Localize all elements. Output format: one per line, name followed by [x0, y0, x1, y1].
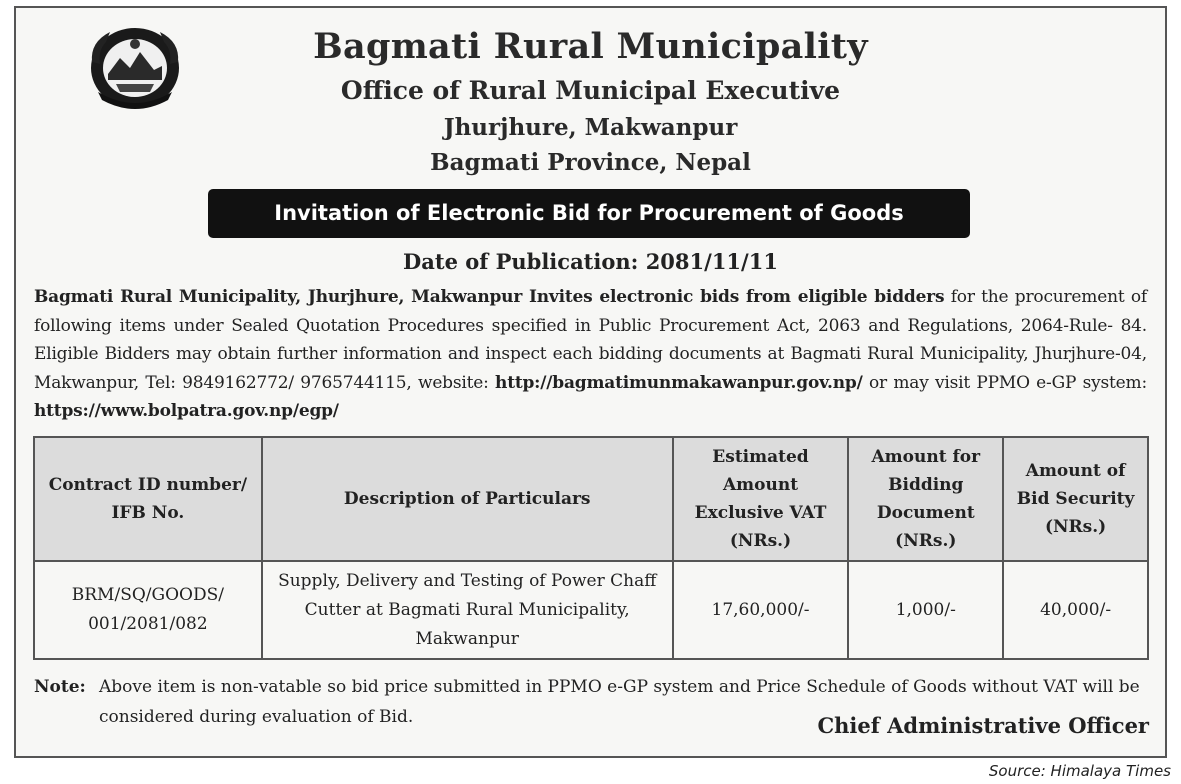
cell-estimated-amount: 17,60,000/-: [673, 561, 849, 659]
table-row: [34, 561, 1148, 659]
cell-description: Supply, Delivery and Testing of Power Chaff Cutter at Bagmati Rural Municipality, Makwanpur: [262, 561, 673, 659]
cell-contract-id: BRM/SQ/GOODS/ 001/2081/082: [34, 561, 262, 659]
header-contract-id: Contract ID number/ IFB No.: [34, 437, 262, 561]
office-title: Office of Rural Municipal Executive: [340, 76, 841, 105]
publication-date: Date of Publication: 2081/11/11: [403, 249, 778, 274]
header-estimated-amount: Estimated Amount Exclusive VAT (NRs.): [673, 437, 849, 561]
header-bidding-document-amount: Amount for Bidding Document (NRs.): [848, 437, 1003, 561]
office-province: Bagmati Province, Nepal: [430, 149, 751, 176]
egp-link[interactable]: https://www.bolpatra.gov.np/egp/: [34, 401, 339, 421]
table-header-row: [34, 437, 1148, 561]
invitation-intro: Bagmati Rural Municipality, Jhurjhure, Makwanpur Invites electronic bids from eligible bidders: [34, 287, 945, 307]
note-text: Above item is non-vatable so bid price submitted in PPMO e-GP system and Price Schedule of Goods without VAT will be considered during evaluation of Bid.: [99, 677, 1140, 727]
invitation-text-2: or may visit PPMO e-GP system:: [862, 372, 1147, 393]
note-label: Note:: [34, 677, 86, 697]
header-description: Description of Particulars: [262, 437, 673, 561]
source-credit: Source: Himalaya Times: [988, 762, 1171, 780]
website-link[interactable]: http://bagmatimunmakawanpur.gov.np/: [495, 372, 863, 393]
office-location: Jhurjhure, Makwanpur: [443, 114, 738, 141]
cell-document-amount: 1,000/-: [848, 561, 1003, 659]
invitation-paragraph: [34, 283, 1147, 426]
header-bid-security: Amount of Bid Security (NRs.): [1003, 437, 1148, 561]
notice-banner: Invitation of Electronic Bid for Procurement of Goods: [208, 189, 970, 238]
municipality-title: Bagmati Rural Municipality: [313, 26, 868, 67]
cell-bid-security: 40,000/-: [1003, 561, 1148, 659]
invitation-text-1: for the procurement of following items under Sealed Quotation Procedures specified in Public Procurement Act, 2063 and Regulations, 2064-Rule- 84. Eligible Bidders may obtain further information and inspect each bidding documents at Bagmati Rural Municipality, Jhurjhure-04, Makwanpur, Tel: 9849162772/ 9765744115, website:: [34, 287, 1147, 393]
bid-table: [33, 436, 1149, 660]
signature: Chief Administrative Officer: [817, 713, 1149, 738]
